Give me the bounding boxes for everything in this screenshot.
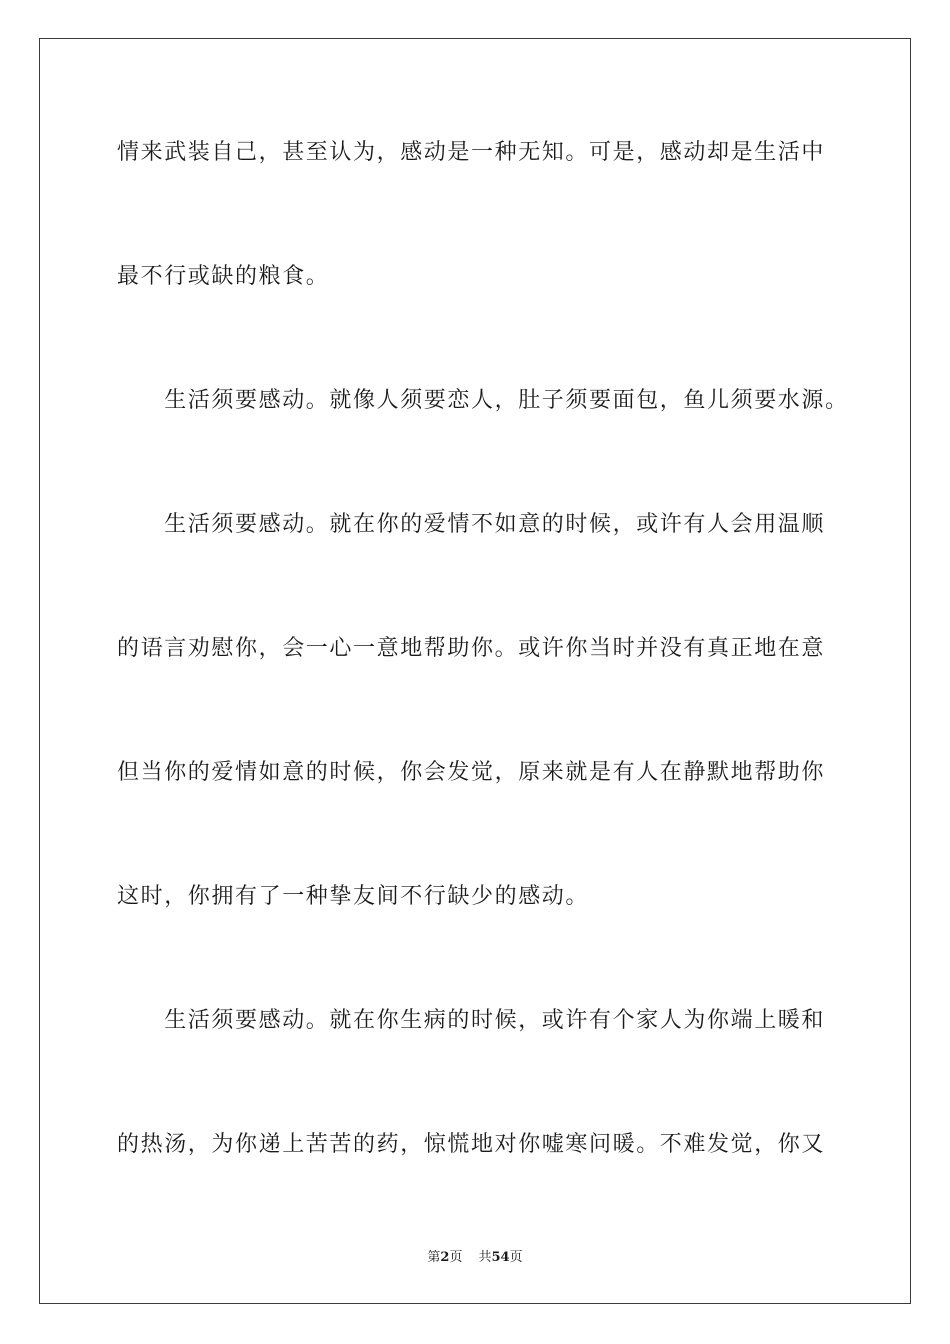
page-number	[427, 1250, 462, 1265]
total-pages: 54	[491, 1250, 510, 1265]
page-footer	[0, 1246, 950, 1265]
text-line: 但当你的爱情如意的时候，你会发觉，原来就是有人在静默地帮助你	[117, 760, 826, 785]
text-line: 最不行或缺的粮食。	[117, 264, 330, 289]
text-line: 生活须要感动。就在你生病的时候，或许有个家人为你端上暖和	[117, 1008, 826, 1033]
text-line: 生活须要感动。就像人须要恋人，肚子须要面包，鱼儿须要水源。	[117, 388, 849, 413]
text-line: 生活须要感动。就在你的爱情不如意的时候，或许有人会用温顺	[117, 512, 826, 537]
text-line: 这时，你拥有了一种挚友间不行缺少的感动。	[117, 884, 590, 909]
total-suffix: 页	[509, 1250, 523, 1265]
text-line: 的语言劝慰你，会一心一意地帮助你。或许你当时并没有真正地在意	[117, 636, 826, 661]
text-line: 的热汤，为你递上苦苦的药，惊慌地对你嘘寒问暖。不难发觉，你又	[117, 1132, 826, 1157]
page-suffix: 页	[449, 1250, 463, 1265]
total-prefix: 共	[478, 1250, 492, 1265]
page-prefix: 第	[427, 1250, 441, 1265]
text-line: 情来武装自己，甚至认为，感动是一种无知。可是，感动却是生活中	[117, 140, 826, 165]
current-page: 2	[440, 1250, 450, 1265]
page-total	[478, 1250, 522, 1265]
page-border	[39, 38, 911, 1304]
